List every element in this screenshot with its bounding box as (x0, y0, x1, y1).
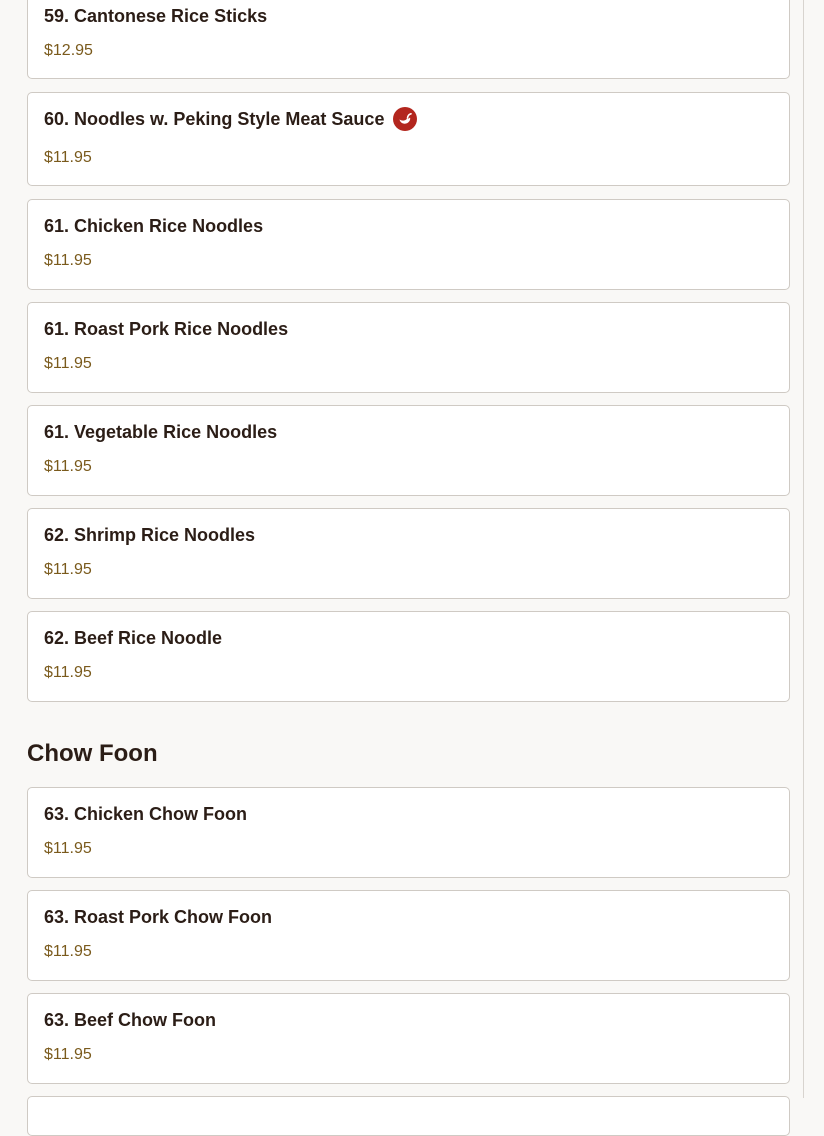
menu-item-price: $11.95 (44, 252, 92, 269)
menu-item-price: $12.95 (44, 42, 93, 59)
menu-item-card[interactable] (27, 890, 790, 981)
menu-item-card[interactable] (27, 787, 790, 878)
menu-item-price: $11.95 (44, 149, 92, 166)
menu-item-name: 62. Beef Rice Noodle (44, 628, 223, 648)
menu-item-price: $11.95 (44, 840, 92, 857)
menu-item-price: $11.95 (44, 458, 92, 475)
menu-item-name: 61. Roast Pork Rice Noodles (44, 319, 289, 339)
menu-item-price: $11.95 (44, 1046, 92, 1063)
menu-item-card[interactable] (27, 92, 790, 186)
menu-item-name: 62. Shrimp Rice Noodles (44, 525, 256, 545)
menu-item-price: $11.95 (44, 943, 92, 960)
menu-item-card[interactable] (27, 993, 790, 1084)
menu-item-name-row (44, 107, 417, 131)
menu-item-name: 61. Chicken Rice Noodles (44, 216, 264, 236)
menu-item-card[interactable] (27, 405, 790, 496)
menu-item-card[interactable] (27, 1096, 790, 1136)
menu-item-name: 63. Chicken Chow Foon (44, 804, 248, 824)
menu-item-card[interactable] (27, 0, 790, 79)
menu-item-name: 63. Roast Pork Chow Foon (44, 907, 273, 927)
menu-item-name: 60. Noodles w. Peking Style Meat Sauce (44, 108, 385, 129)
menu-item-name: 63. Beef Chow Foon (44, 1010, 217, 1030)
menu-item-card[interactable] (27, 199, 790, 290)
menu-item-card[interactable] (27, 508, 790, 599)
menu-item-name: 59. Cantonese Rice Sticks (44, 6, 268, 26)
menu-item-card[interactable] (27, 302, 790, 393)
menu-item-price: $11.95 (44, 355, 92, 372)
menu-item-name: 61. Vegetable Rice Noodles (44, 422, 278, 442)
menu-item-card[interactable] (27, 611, 790, 702)
chili-pepper-icon (393, 107, 417, 131)
menu-item-price: $11.95 (44, 664, 92, 681)
section-heading: Chow Foon (27, 740, 158, 767)
menu-item-price: $11.95 (44, 561, 92, 578)
